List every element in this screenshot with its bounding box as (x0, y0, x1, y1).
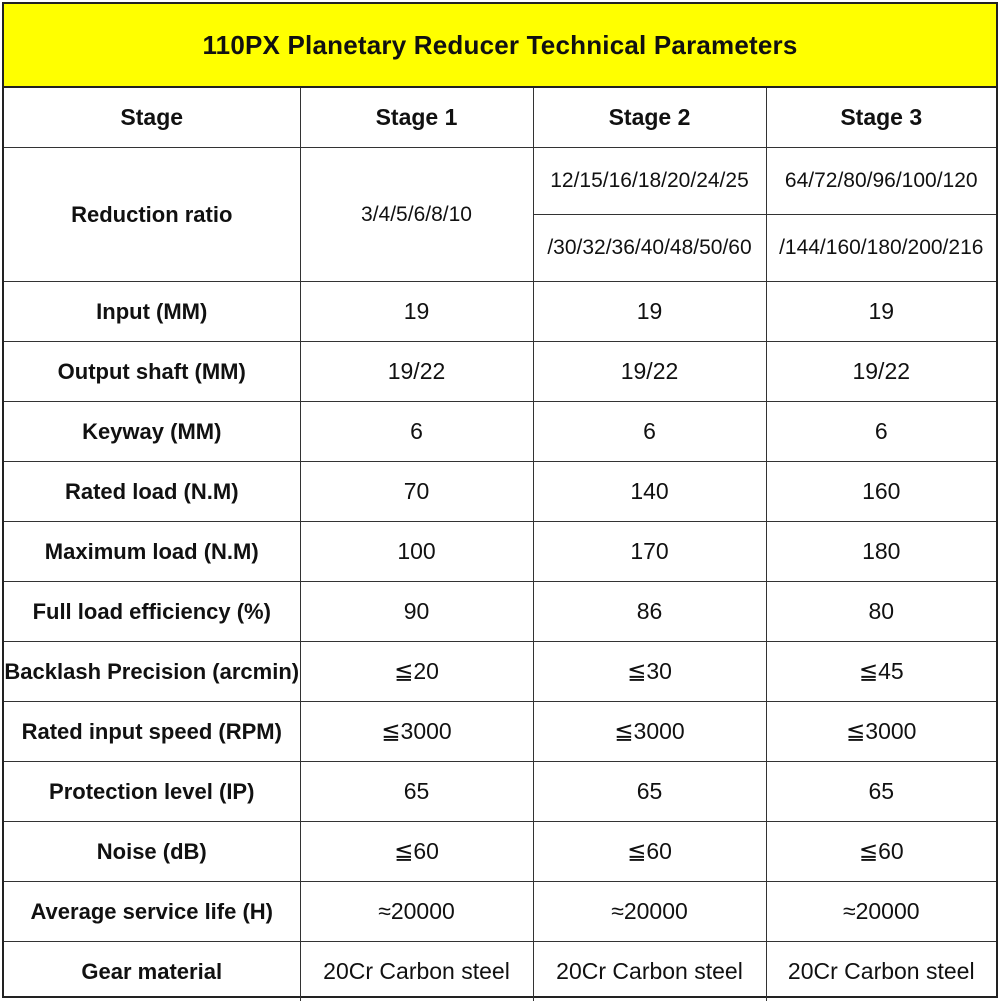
table-row (4, 822, 996, 882)
ratio-stage-1: 3/4/5/6/8/10 (300, 148, 533, 282)
table-row (4, 762, 996, 822)
ratio-stage-2-line-1: 12/15/16/18/20/24/25 (533, 148, 766, 215)
header-stage-2: Stage 2 (533, 88, 766, 148)
row-label: Rated load (N.M) (4, 462, 300, 522)
row-label: Input (MM) (4, 282, 300, 342)
table-row (4, 342, 996, 402)
cell-stage-3: 180 (766, 522, 996, 582)
cell-stage-2: 140 (533, 462, 766, 522)
cell-stage-3: ≦3000 (766, 702, 996, 762)
ratio-stage-3-line-1: 64/72/80/96/100/120 (766, 148, 996, 215)
header-stage-3: Stage 3 (766, 88, 996, 148)
table-row (4, 942, 996, 1001)
cell-stage-3: 20Cr Carbon steel (766, 942, 996, 1001)
cell-stage-3: 65 (766, 762, 996, 822)
cell-stage-1: 19/22 (300, 342, 533, 402)
table-row (4, 702, 996, 762)
cell-stage-3: 6 (766, 402, 996, 462)
cell-stage-1: ≈20000 (300, 882, 533, 942)
parameters-table (4, 88, 996, 1001)
cell-stage-1: 6 (300, 402, 533, 462)
cell-stage-2: 170 (533, 522, 766, 582)
cell-stage-1: 19 (300, 282, 533, 342)
table-row (4, 462, 996, 522)
cell-stage-1: ≦3000 (300, 702, 533, 762)
row-label: Gear material (4, 942, 300, 1001)
row-label: Output shaft (MM) (4, 342, 300, 402)
table-title: 110PX Planetary Reducer Technical Parameters (4, 4, 996, 88)
cell-stage-3: 19/22 (766, 342, 996, 402)
table-row (4, 522, 996, 582)
row-label: Full load efficiency (%) (4, 582, 300, 642)
cell-stage-1: 90 (300, 582, 533, 642)
cell-stage-1: ≦20 (300, 642, 533, 702)
header-row (4, 88, 996, 148)
cell-stage-1: 20Cr Carbon steel (300, 942, 533, 1001)
cell-stage-1: 70 (300, 462, 533, 522)
cell-stage-2: 19/22 (533, 342, 766, 402)
cell-stage-3: ≈20000 (766, 882, 996, 942)
cell-stage-3: 80 (766, 582, 996, 642)
row-label: Noise (dB) (4, 822, 300, 882)
header-stage-label: Stage (4, 88, 300, 148)
table-row (4, 882, 996, 942)
ratio-stage-3-line-2: /144/160/180/200/216 (766, 215, 996, 282)
row-label: Average service life (H) (4, 882, 300, 942)
cell-stage-3: ≦45 (766, 642, 996, 702)
cell-stage-2: 65 (533, 762, 766, 822)
cell-stage-3: ≦60 (766, 822, 996, 882)
cell-stage-2: 19 (533, 282, 766, 342)
row-label: Keyway (MM) (4, 402, 300, 462)
cell-stage-2: 6 (533, 402, 766, 462)
cell-stage-3: 160 (766, 462, 996, 522)
cell-stage-2: 20Cr Carbon steel (533, 942, 766, 1001)
cell-stage-3: 19 (766, 282, 996, 342)
row-label: Protection level (IP) (4, 762, 300, 822)
reduction-ratio-row (4, 148, 996, 215)
parameters-sheet (2, 2, 998, 998)
ratio-stage-2-line-2: /30/32/36/40/48/50/60 (533, 215, 766, 282)
cell-stage-2: ≦60 (533, 822, 766, 882)
cell-stage-1: 100 (300, 522, 533, 582)
cell-stage-2: 86 (533, 582, 766, 642)
row-label: Reduction ratio (4, 148, 300, 282)
row-label: Rated input speed (RPM) (4, 702, 300, 762)
table-row (4, 282, 996, 342)
table-row (4, 402, 996, 462)
cell-stage-1: 65 (300, 762, 533, 822)
cell-stage-2: ≦3000 (533, 702, 766, 762)
cell-stage-2: ≈20000 (533, 882, 766, 942)
cell-stage-2: ≦30 (533, 642, 766, 702)
table-row (4, 642, 996, 702)
row-label: Backlash Precision (arcmin) (4, 642, 300, 702)
header-stage-1: Stage 1 (300, 88, 533, 148)
cell-stage-1: ≦60 (300, 822, 533, 882)
table-row (4, 582, 996, 642)
row-label: Maximum load (N.M) (4, 522, 300, 582)
